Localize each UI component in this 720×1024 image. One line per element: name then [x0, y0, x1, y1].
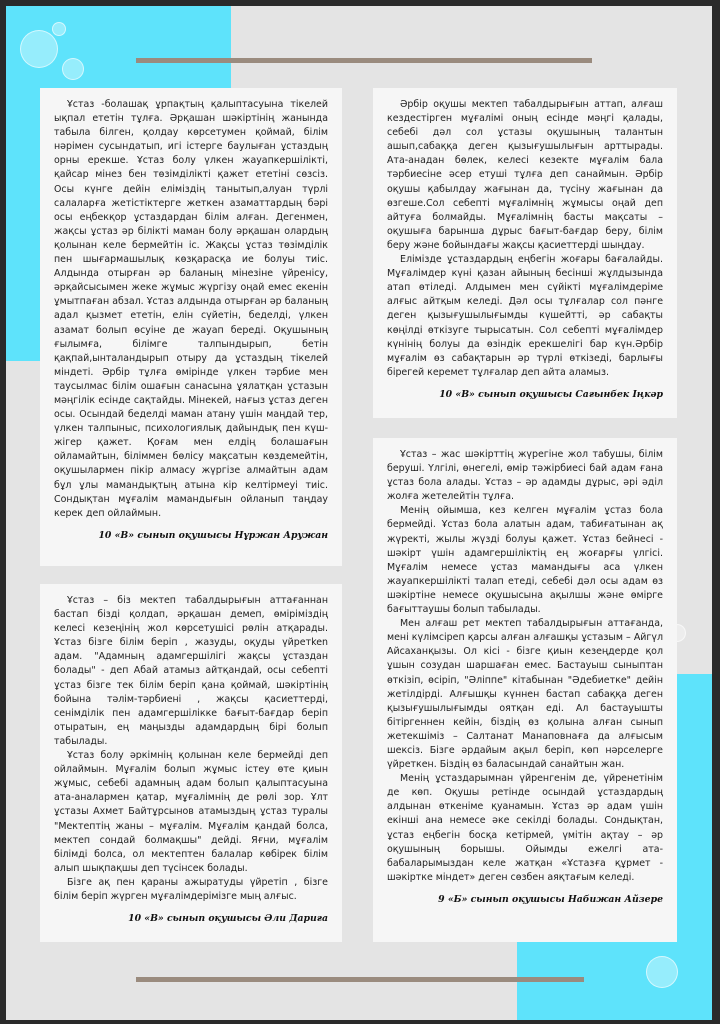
article-3-paragraph: Бізге ақ пен қараны ажыратуды үйретіп , бізге білім беріп жүрген мұғалімдерімізге мың алғыс.: [54, 876, 328, 902]
decor-bubble: [52, 22, 66, 36]
article-4-paragraph: Мен алғаш рет мектеп табалдырығын аттағанда, мені күлімсіреп қарсы алған алғашқы ұстазым – Айгүл Айсаханқызы. Ол кісі - бізге қиын кезеңдерде қол ұшын созудан шаршаған емес. Бастауыш сыныптан өткізіп, өсіріп, "Әліппе" кітабынан "Әдебиетке" дейін жетілдірді. Алғышқы күннен бастап сабаққа деген қызығушылығымды оятқан еді. Ал бастауышты бітіргеннен кейін, біздің өз қолына алған сынып жетекшіміз – Салтанат Манаповнаға да алғысым шексіз. Бізге әрдайым ақыл беріп, көп нәрселерге үйреткен. Біздің өз баласындай санайтын жан.: [387, 618, 663, 771]
article-3-signature: 10 «В» сынып оқушысы Әли Дариға: [128, 913, 328, 925]
article-card-3: [40, 584, 342, 942]
page: [6, 6, 712, 1020]
article-4-paragraph: Ұстаз – жас шәкірттің жүрегіне жол табушы, білім беруші. Үлгілі, өнегелі, өмір тәжірбиесі бай адам ғана ұстаз бола алады. Ұстаз – әр адамды дұрыс, әрі әділ жолға жетелейтін тұлға.: [387, 449, 663, 503]
decor-bubble: [646, 956, 678, 988]
article-3-paragraph: Ұстаз – біз мектеп табалдырығын аттағаннан бастап бізді қолдап, әрқашан демеп, өміріміздің келесі кезеңінің жол көрсетушісі рөлін атқарады. Ұстаз бізге білім беріп , жазуды, оқуды үйретken адам. "Адамның адамгершілігі жақсы ұстаздан болады" - деп Абай атамыз айтқандай, осы себепті ұстаз бізге тек білім беріп қана қоймай, шәкіртінің бойына тәлім-тәрбиені , жақсы қасиеттерді, сенімділік пен адамгершілікке бағыт-бағдар беріп отыратын, ең маңызды адамдардың бірі болып табылады.: [54, 595, 328, 747]
bottom-divider: [136, 977, 584, 982]
article-card-4: [373, 438, 677, 942]
article-1-paragraph: Ұстаз -болашақ ұрпақтың қалыптасуына тікелей ықпал ететін тұлға. Әрқашан шәкіртінің жанында табыла білген, қолдау көрсетумен қоймай, білім нәрімен сусындатып, игі істерге баулыған ұстаздың орны ерекше. Ұстаз болу үлкен жауапкершілікті, қайсар мінез бен төзімділікті қажет ететіні сөзсіз. Осы күнге дейін еліміздің танытып,алуан түрлі салаларға жетістіктерге жеткен азаматтардың бәрі осы еңбекқор ұстаздардан білім алған. Дегенмен, жақсы ұстаз әр білікті маман болу әрқашан олардың қолынан келе бермейтін іс. Жақсы ұстаз төзімділік пен шығармашылық көзқарасқа ие болуы тиіс. Алдында отырған әр баланың мінезіне үйренісу, әрқайсысымен жеке жұмыс жүргізу оңай емес екенін ұмытпаған абзал. Ұстаз алдында отырған әр баланың адал қызмет ететін, елін сүйетін, беделді, үлкен азамат болып өсуіне де жауап береді. Оқушының ғылымға, білімге талпындырып, бетін қақпай,ынталандырып отыру да ұстаздың тікелей міндеті. Әрбір тұлға өмірінде үлкен тәрбие мен таусылмас білім ошағын санасына ұялатқан ұстазын мәңгілік есінде сақтайды. Мінекей, нағыз ұстаз деген осы. Осындай беделді маман атану үшін маңдай тер, үлкен талпыныс, психологиялық дайындық пен күш-жігер қажет. Қоғам мен елдің болашағын ойламайтын, біліммен бөлісу мақсатын көздемейтін, оқушылармен пікір алмасу жүргізе алмайтын адам бұл ұлы мамандықтың атына кір келтірмеуі тиіс. Сондықтан мұғалім мамандығын ойланып таңдау керек деп ойлаймын.: [54, 99, 328, 519]
article-3-paragraph: Ұстаз болу әркімнің қолынан келе бермейді деп ойлаймын. Мұғалім болып жұмыс істеу өте қиын жұмыс, себебі адамның адам болып қалыптасуына ата-аналармен қатар, мұғалімнің де рөлі зор. Ұлт ұстазы Ахмет Байтұрсынов атамыздың ұстаз туралы "Мектептің жаны – мұғалім. Мұғалім қандай болса, мектеп сондай болмақшы" дейді. Яғни, мұғалім білімді болса, ол мектептен балалар көбірек білім алып шықпақшы деп түсінсек болады.: [54, 750, 328, 874]
article-4-paragraph: Менің ойымша, кез келген мұғалім ұстаз бола бермейді. Ұстаз бола алатын адам, табиғатынан ақ жүректі, жылы жүзді болуы қажет. Ұстаз бейнесі - шәкірт үшін адамгершіліктің ең жоғарғы үлгісі. Мұғалім немесе ұстаз мамандығы аса үлкен жауапкершілікті талап етеді, себебі дәл осы адам өз шәкіртіне немесе оқушысына ақылшы және өмірге бағыттаушы болып табылады.: [387, 505, 663, 616]
article-4-signature: 9 «Б» сынып оқушысы Набижан Айзере: [438, 893, 663, 905]
decor-bubble: [20, 30, 58, 68]
article-2-paragraph: Әрбір оқушы мектеп табалдырығын аттап, алғаш кездестірген мұғалімі оның есінде мәңгі қалады, себебі дәл сол ұстазы оқушының талантын ашып,сабаққа деген қызығушылығын арттырады. Ата-анадан бөлек, келесі кезекте мұғалім бала тәрбиесіне әсер етуші тұлға деп санаймын. Әрбір оқушы қабылдау жағынан да, түсіну жағынан да өзгеше.Сол себепті мұғалімнің жұмысы оңай деп айтуға болмайды. Мұғалімнің басты мақсаты – оқушыға барынша дұрыс бағыт-бағдар беру, білім беру және бойындағы жақсы қасиеттерді шыңдау.: [387, 99, 663, 251]
article-2-paragraph: Елімізде ұстаздардың еңбегін жоғары бағалайды. Мұғалімдер күні қазан айының бесінші жұлдызында атап өтіледі. Алдымен мен сүйікті мұғалімдеріме алғыс айтқым келеді. Дәл осы тұлғалар сол пәнге деген қызығушылығымды күшейтті, әр сабақты көңілді өткізуге тырысатын. Сол себепті мұғалімдер күнінің болуы да өзіндік ерекшелігі бар күн.Әрбір мұғалім өз сабақтарын әр түрлі өткізеді, барлығы бірегей керемет тұлғалар деп айта аламыз.: [387, 254, 663, 378]
decor-bubble: [62, 58, 84, 80]
article-1-signature: 10 «В» сынып оқушысы Нұржан Аружан: [98, 529, 328, 541]
article-card-1: [40, 88, 342, 566]
article-2-signature: 10 «В» сынып оқушысы Сағынбек Іңкәр: [439, 388, 663, 400]
top-divider: [136, 58, 592, 63]
article-card-2: [373, 88, 677, 418]
article-4-paragraph: Менің ұстаздарымнан үйренгенім де, үйренетінім де көп. Оқушы ретінде осындай ұстаздардың алдынан өткеніме қуанамын. Ұстаз әр адам үшін екінші ана немесе әке секілді болады. Сондықтан, ұстаз еңбегін босқа кетірмей, үмітін ақтау – әр оқушының борышы. Ойымды ежелгі ата-бабаларымыздан келе жатқан «Ұстазға құрмет - шәкіртке міндет» деген сөзбен аяқтағым келеді.: [387, 773, 663, 883]
